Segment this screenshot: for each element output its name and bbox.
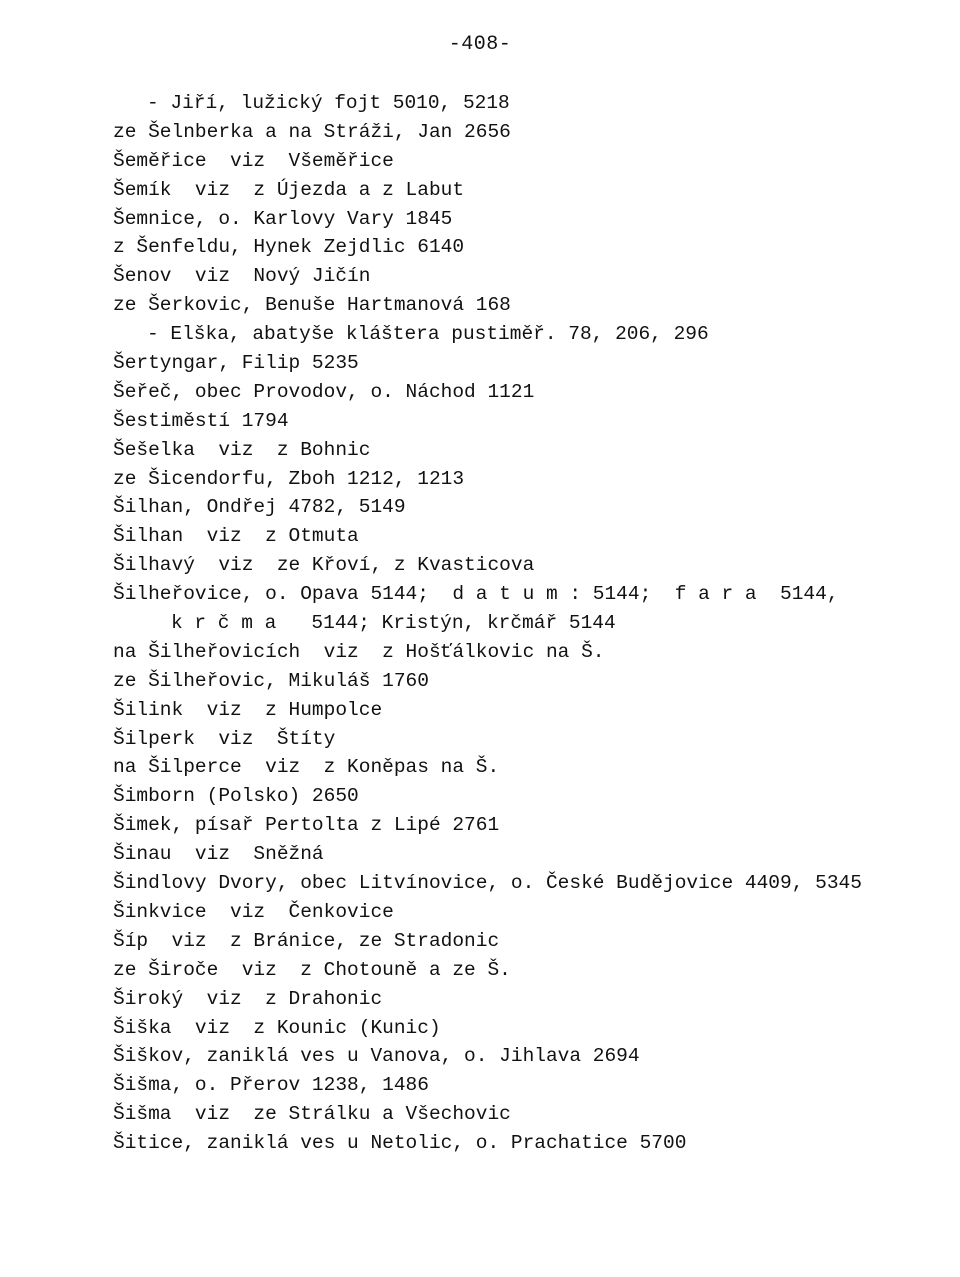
index-entry: Šimek, písař Pertolta z Lipé 2761 (113, 814, 500, 837)
index-entry: Šeřeč, obec Provodov, o. Náchod 1121 (113, 380, 535, 403)
index-entry: Šenov viz Nový Jičín (113, 265, 371, 288)
index-entry: Šíp viz z Bránice, ze Stradonic (113, 929, 500, 952)
index-entry: Šinau viz Sněžná (113, 843, 324, 866)
index-entry: Šemík viz z Újezda a z Labut (113, 178, 465, 201)
index-entry: Šešelka viz z Bohnic (113, 438, 371, 461)
page-number: -408- (448, 33, 512, 56)
index-entry: Šertyngar, Filip 5235 (113, 352, 359, 375)
index-entry: ze Šicendorfu, Zboh 1212, 1213 (113, 467, 465, 490)
index-entry: Šilink viz z Humpolce (113, 698, 383, 721)
index-entry: na Šilheřovicích viz z Hošťálkovic na Š. (113, 640, 605, 663)
index-entry: Široký viz z Drahonic (113, 987, 383, 1010)
index-entry: Šišma viz ze Strálku a Všechovic (113, 1103, 511, 1126)
index-entry: - Elška, abatyše kláštera pustiměř. 78, 206, 296 (147, 323, 709, 346)
index-entry: Šemnice, o. Karlovy Vary 1845 (113, 207, 453, 230)
index-entry: Šiškov, zaniklá ves u Vanova, o. Jihlava 2694 (113, 1045, 640, 1068)
index-entry: z Šenfeldu, Hynek Zejdlic 6140 (113, 236, 465, 259)
index-entry: Šilhan, Ondřej 4782, 5149 (113, 496, 406, 519)
index-entry: Šimborn (Polsko) 2650 (113, 785, 359, 808)
index-entry: k r č m a 5144; Kristýn, krčmář 5144 (171, 612, 616, 635)
index-entry: Šilheřovice, o. Opava 5144; d a t u m : 5144; f a r a 5144, (113, 583, 839, 606)
index-entry: Šinkvice viz Čenkovice (113, 900, 394, 923)
index-entry: Šindlovy Dvory, obec Litvínovice, o. České Budějovice 4409, 5345 (113, 872, 862, 895)
index-entry: - Jiří, lužický fojt 5010, 5218 (147, 92, 510, 114)
index-entry: Šilhavý viz ze Křoví, z Kvasticova (113, 554, 535, 577)
index-entry-list (113, 89, 913, 1158)
index-entry: Šeměřice viz Všeměřice (113, 149, 394, 172)
index-entry: Šilhan viz z Otmuta (113, 525, 359, 548)
index-entry: ze Šilheřovic, Mikuláš 1760 (113, 669, 429, 692)
index-entry: Šišma, o. Přerov 1238, 1486 (113, 1074, 429, 1097)
index-entry: Šiška viz z Kounic (Kunic) (113, 1016, 441, 1039)
index-entry: na Šilperce viz z Koněpas na Š. (113, 756, 500, 779)
index-entry: Šestiměstí 1794 (113, 409, 289, 432)
index-entry: ze Šelnberka a na Stráži, Jan 2656 (113, 120, 511, 143)
index-entry: Šilperk viz Štíty (113, 727, 336, 750)
index-entry: ze Široče viz z Chotouně a ze Š. (113, 958, 511, 981)
index-entry: Šitice, zaniklá ves u Netolic, o. Prachatice 5700 (113, 1132, 687, 1155)
index-entry: ze Šerkovic, Benuše Hartmanová 168 (113, 294, 511, 317)
